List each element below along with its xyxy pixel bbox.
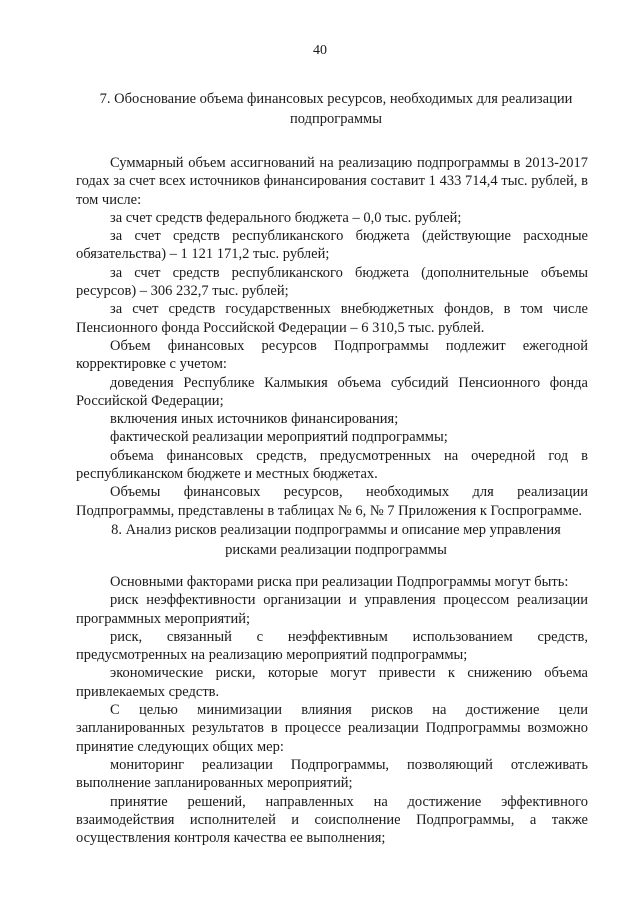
paragraph-minimization-measures: С целью минимизации влияния рисков на достижение цели запланированных результатов в процессе реализации Подпрограммы возможно принятие следующих общих мер: [76,702,588,755]
paragraph-federal-budget: за счет средств федерального бюджета – 0,0 тыс. рублей; [110,209,462,226]
paragraph-extrabudgetary-funds: за счет средств государственных внебюджетных фондов, в том числе Пенсионного фонда Российской Федерации – 6 310,5 тыс. рублей. [76,301,588,336]
paragraph-actual-implementation: фактической реализации мероприятий подпрограммы; [110,429,448,446]
paragraph-total-volume: Суммарный объем ассигнований на реализацию подпрограммы в 2013-2017 годах за счет всех источников финансирования составит 1 433 714,4 тыс. рублей, в том числе: [76,155,588,208]
section-7-body [76,154,588,520]
section-8-heading-line-2: рисками реализации подпрограммы [225,542,447,558]
paragraph-annual-adjustment: Объем финансовых ресурсов Подпрограммы подлежит ежегодной корректировке с учетом: [76,337,588,373]
paragraph-tables-reference: Объемы финансовых ресурсов, необходимых для реализации Подпрограммы, представлены в таблицах № 6, № 7 Приложения к Госпрограмме. [76,484,588,519]
paragraph-other-sources: включения иных источников финансирования; [110,411,399,428]
paragraph-republic-budget-current: за счет средств республиканского бюджета (действующие расходные обязательства) – 1 121 171,2 тыс. рублей; [76,228,588,263]
paragraph-decision-making: принятие решений, направленных на достижение эффективного взаимодействия исполнителей и соисполнение Подпрограммы, а также осуществления контроля качества ее выполнения; [76,793,588,847]
page-number: 40 [313,43,327,58]
section-8-heading-line-1: 8. Анализ рисков реализации подпрограммы и описание мер управления [111,522,561,538]
paragraph-risk-factors: Основными факторами риска при реализации Подпрограммы могут быть: [110,574,569,590]
section-7-heading-line-2: подпрограммы [290,111,382,127]
section-7-heading-line-1: 7. Обоснование объема финансовых ресурсов, необходимых для реализации [99,91,573,107]
paragraph-funds-risk: риск, связанный с неэффективным использованием средств, предусмотренных на реализацию мероприятий подпрограммы; [76,628,588,664]
section-7-heading [80,89,592,129]
paragraph-subsidies: доведения Республике Калмыкия объема субсидий Пенсионного фонда Российской Федерации; [76,374,588,409]
section-8-heading [80,520,592,560]
section-8-body [76,573,588,847]
paragraph-republic-budget-additional: за счет средств республиканского бюджета (дополнительные объемы ресурсов) – 306 232,7 тыс. рублей; [76,264,588,300]
paragraph-budget-volume: объема финансовых средств, предусмотренных на очередной год в республиканском бюджете и местных бюджетах. [76,447,588,483]
paragraph-economic-risk: экономические риски, которые могут привести к снижению объема привлекаемых средств. [76,665,588,700]
paragraph-management-risk: риск неэффективности организации и управления процессом реализации программных мероприятий; [76,592,588,627]
paragraph-monitoring: мониторинг реализации Подпрограммы, позволяющий отслеживать выполнение запланированных мероприятий; [76,756,588,792]
